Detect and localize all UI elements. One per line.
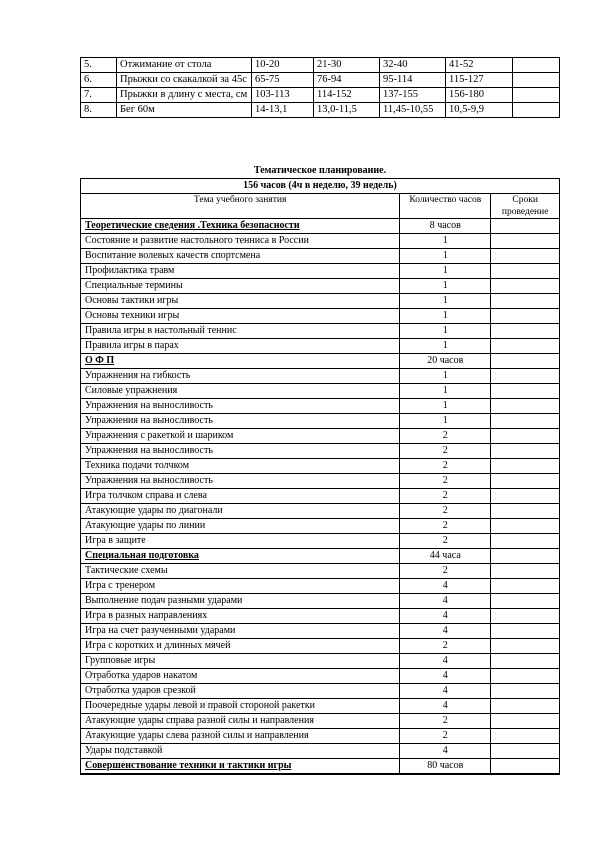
plan-row xyxy=(81,639,560,654)
hours-count: 4 xyxy=(400,609,491,624)
hours-count: 80 часов xyxy=(400,759,491,775)
term-cell xyxy=(491,579,560,594)
plan-row xyxy=(81,699,560,714)
plan-row xyxy=(81,534,560,549)
norm-exercise: Отжимание от стола xyxy=(117,58,252,73)
lesson-topic: Групповые игры xyxy=(81,654,400,669)
lesson-topic: Игра на счет разученными ударами xyxy=(81,624,400,639)
lesson-topic: Упражнения на выносливость xyxy=(81,399,400,414)
plan-row xyxy=(81,594,560,609)
hours-count: 4 xyxy=(400,684,491,699)
term-cell xyxy=(491,519,560,534)
norm-number: 8. xyxy=(81,103,117,118)
norm-empty-cell xyxy=(513,103,560,118)
term-cell xyxy=(491,714,560,729)
hours-count: 1 xyxy=(400,369,491,384)
lesson-topic: Упражнения на гибкость xyxy=(81,369,400,384)
plan-row xyxy=(81,294,560,309)
norm-value: 115-127 xyxy=(446,73,513,88)
hours-count: 2 xyxy=(400,564,491,579)
norms-row xyxy=(81,58,560,73)
hours-count: 2 xyxy=(400,639,491,654)
lesson-topic: Атакующие удары слева разной силы и направления xyxy=(81,729,400,744)
plan-row xyxy=(81,489,560,504)
section-title: Специальная подготовка xyxy=(81,549,400,564)
plan-heading: Тематическое планирование. xyxy=(253,165,387,176)
plan-row xyxy=(81,609,560,624)
norms-row xyxy=(81,88,560,103)
norm-empty-cell xyxy=(513,73,560,88)
plan-row xyxy=(81,264,560,279)
plan-header-row xyxy=(81,194,560,219)
term-cell xyxy=(491,504,560,519)
lesson-topic: Упражнения на выносливость xyxy=(81,474,400,489)
hours-count: 1 xyxy=(400,339,491,354)
plan-row xyxy=(81,579,560,594)
norm-exercise: Прыжки со скакалкой за 45с xyxy=(117,73,252,88)
term-cell xyxy=(491,294,560,309)
section-title: Теоретические сведения .Техника безопасности xyxy=(81,219,400,234)
lesson-topic: Игра толчком справа и слева xyxy=(81,489,400,504)
lesson-topic: Правила игры в настольный теннис xyxy=(81,324,400,339)
hours-count: 4 xyxy=(400,744,491,759)
norm-value: 65-75 xyxy=(252,73,314,88)
plan-section-row xyxy=(81,549,560,564)
plan-row xyxy=(81,669,560,684)
hours-count: 2 xyxy=(400,474,491,489)
term-cell xyxy=(491,489,560,504)
lesson-topic: Основы тактики игры xyxy=(81,294,400,309)
lesson-topic: Атакующие удары по линии xyxy=(81,519,400,534)
term-cell xyxy=(491,264,560,279)
plan-row xyxy=(81,654,560,669)
term-cell xyxy=(491,414,560,429)
hours-count: 4 xyxy=(400,624,491,639)
norm-value: 103-113 xyxy=(252,88,314,103)
term-cell xyxy=(491,729,560,744)
plan-row xyxy=(81,444,560,459)
lesson-topic: Игра в защите xyxy=(81,534,400,549)
hours-count: 1 xyxy=(400,249,491,264)
hours-count: 20 часов xyxy=(400,354,491,369)
term-cell xyxy=(491,249,560,264)
plan-row xyxy=(81,459,560,474)
norm-value: 76-94 xyxy=(314,73,380,88)
plan-row xyxy=(81,684,560,699)
hours-count: 2 xyxy=(400,519,491,534)
plan-row xyxy=(81,504,560,519)
hours-count: 1 xyxy=(400,294,491,309)
plan-row xyxy=(81,324,560,339)
lesson-topic: Воспитание волевых качеств спортсмена xyxy=(81,249,400,264)
term-cell xyxy=(491,474,560,489)
lesson-topic: Игра в разных направлениях xyxy=(81,609,400,624)
lesson-topic: Отработка ударов срезкой xyxy=(81,684,400,699)
plan-section-row xyxy=(81,354,560,369)
term-cell xyxy=(491,219,560,234)
term-cell xyxy=(491,654,560,669)
hours-count: 1 xyxy=(400,399,491,414)
hours-count: 44 часа xyxy=(400,549,491,564)
plan-row xyxy=(81,519,560,534)
norm-empty-cell xyxy=(513,58,560,73)
term-cell xyxy=(491,639,560,654)
lesson-topic: Атакующие удары справа разной силы и направления xyxy=(81,714,400,729)
term-cell xyxy=(491,354,560,369)
hours-count: 2 xyxy=(400,534,491,549)
norm-value: 156-180 xyxy=(446,88,513,103)
plan-row xyxy=(81,399,560,414)
term-cell xyxy=(491,549,560,564)
section-title: О Ф П xyxy=(81,354,400,369)
term-cell xyxy=(491,684,560,699)
hours-count: 4 xyxy=(400,654,491,669)
lesson-topic: Отработка ударов накатом xyxy=(81,669,400,684)
lesson-topic: Упражнения с ракеткой и шариком xyxy=(81,429,400,444)
norms-row xyxy=(81,103,560,118)
norm-exercise: Бег 60м xyxy=(117,103,252,118)
lesson-topic: Игра с коротких и длинных мячей xyxy=(81,639,400,654)
plan-row xyxy=(81,429,560,444)
norm-value: 137-155 xyxy=(380,88,446,103)
plan-row xyxy=(81,234,560,249)
plan-section-row xyxy=(81,219,560,234)
term-cell xyxy=(491,594,560,609)
hours-count: 2 xyxy=(400,429,491,444)
term-cell xyxy=(491,339,560,354)
plan-section-row xyxy=(81,759,560,775)
hours-count: 1 xyxy=(400,234,491,249)
hours-count: 1 xyxy=(400,414,491,429)
term-cell xyxy=(491,234,560,249)
term-cell xyxy=(491,624,560,639)
header-term: Сроки проведение xyxy=(491,194,560,219)
term-cell xyxy=(491,609,560,624)
hours-count: 1 xyxy=(400,309,491,324)
lesson-topic: Основы техники игры xyxy=(81,309,400,324)
lesson-topic: Профилактика травм xyxy=(81,264,400,279)
lesson-topic: Тактические схемы xyxy=(81,564,400,579)
lesson-topic: Атакующие удары по диагонали xyxy=(81,504,400,519)
hours-count: 4 xyxy=(400,669,491,684)
lesson-topic: Упражнения на выносливость xyxy=(81,444,400,459)
lesson-topic: Силовые упражнения xyxy=(81,384,400,399)
term-cell xyxy=(491,459,560,474)
norm-value: 41-52 xyxy=(446,58,513,73)
lesson-topic: Упражнения на выносливость xyxy=(81,414,400,429)
hours-count: 2 xyxy=(400,489,491,504)
hours-count: 1 xyxy=(400,384,491,399)
plan-row xyxy=(81,474,560,489)
plan-row xyxy=(81,279,560,294)
hours-count: 1 xyxy=(400,264,491,279)
norm-value: 21-30 xyxy=(314,58,380,73)
norm-value: 114-152 xyxy=(314,88,380,103)
lesson-topic: Удары подставкой xyxy=(81,744,400,759)
norm-value: 13,0-11,5 xyxy=(314,103,380,118)
term-cell xyxy=(491,309,560,324)
term-cell xyxy=(491,744,560,759)
hours-count: 2 xyxy=(400,504,491,519)
term-cell xyxy=(491,369,560,384)
header-topic: Тема учебного занятия xyxy=(81,194,400,219)
norm-number: 5. xyxy=(81,58,117,73)
plan-subtitle-row xyxy=(81,179,560,194)
plan-row xyxy=(81,729,560,744)
norm-value: 11,45-10,55 xyxy=(380,103,446,118)
plan-row xyxy=(81,414,560,429)
hours-count: 2 xyxy=(400,459,491,474)
plan-row xyxy=(81,744,560,759)
norms-table xyxy=(80,57,560,118)
plan-row xyxy=(81,369,560,384)
term-cell xyxy=(491,669,560,684)
hours-count: 2 xyxy=(400,444,491,459)
lesson-topic: Техника подачи толчком xyxy=(81,459,400,474)
norms-row xyxy=(81,73,560,88)
term-cell xyxy=(491,444,560,459)
term-cell xyxy=(491,399,560,414)
term-cell xyxy=(491,384,560,399)
norm-empty-cell xyxy=(513,88,560,103)
norm-value: 10,5-9,9 xyxy=(446,103,513,118)
hours-count: 4 xyxy=(400,699,491,714)
header-count: Количество часов xyxy=(400,194,491,219)
plan-row xyxy=(81,384,560,399)
hours-count: 1 xyxy=(400,324,491,339)
thematic-plan-table xyxy=(80,178,560,775)
lesson-topic: Поочередные удары левой и правой стороной ракетки xyxy=(81,699,400,714)
term-cell xyxy=(491,429,560,444)
norm-value: 32-40 xyxy=(380,58,446,73)
plan-row xyxy=(81,564,560,579)
norm-value: 10-20 xyxy=(252,58,314,73)
norm-number: 6. xyxy=(81,73,117,88)
lesson-topic: Специальные термины xyxy=(81,279,400,294)
plan-row xyxy=(81,624,560,639)
term-cell xyxy=(491,564,560,579)
term-cell xyxy=(491,324,560,339)
lesson-topic: Состояние и развитие настольного тенниса в России xyxy=(81,234,400,249)
lesson-topic: Правила игры в парах xyxy=(81,339,400,354)
term-cell xyxy=(491,699,560,714)
lesson-topic: Выполнение подач разными ударами xyxy=(81,594,400,609)
plan-row xyxy=(81,714,560,729)
hours-count: 2 xyxy=(400,729,491,744)
norm-value: 14-13,1 xyxy=(252,103,314,118)
plan-row xyxy=(81,339,560,354)
hours-count: 4 xyxy=(400,594,491,609)
plan-row xyxy=(81,309,560,324)
norm-exercise: Прыжки в длину с места, см xyxy=(117,88,252,103)
hours-count: 4 xyxy=(400,579,491,594)
hours-count: 1 xyxy=(400,279,491,294)
norm-value: 95-114 xyxy=(380,73,446,88)
hours-count: 8 часов xyxy=(400,219,491,234)
lesson-topic: Игра с тренером xyxy=(81,579,400,594)
term-cell xyxy=(491,279,560,294)
term-cell xyxy=(491,534,560,549)
plan-row xyxy=(81,249,560,264)
term-cell xyxy=(491,759,560,775)
norm-number: 7. xyxy=(81,88,117,103)
plan-subheading: 156 часов (4ч в неделю, 39 недель) xyxy=(81,179,560,194)
hours-count: 2 xyxy=(400,714,491,729)
section-title: Совершенствование техники и тактики игры xyxy=(81,759,400,775)
